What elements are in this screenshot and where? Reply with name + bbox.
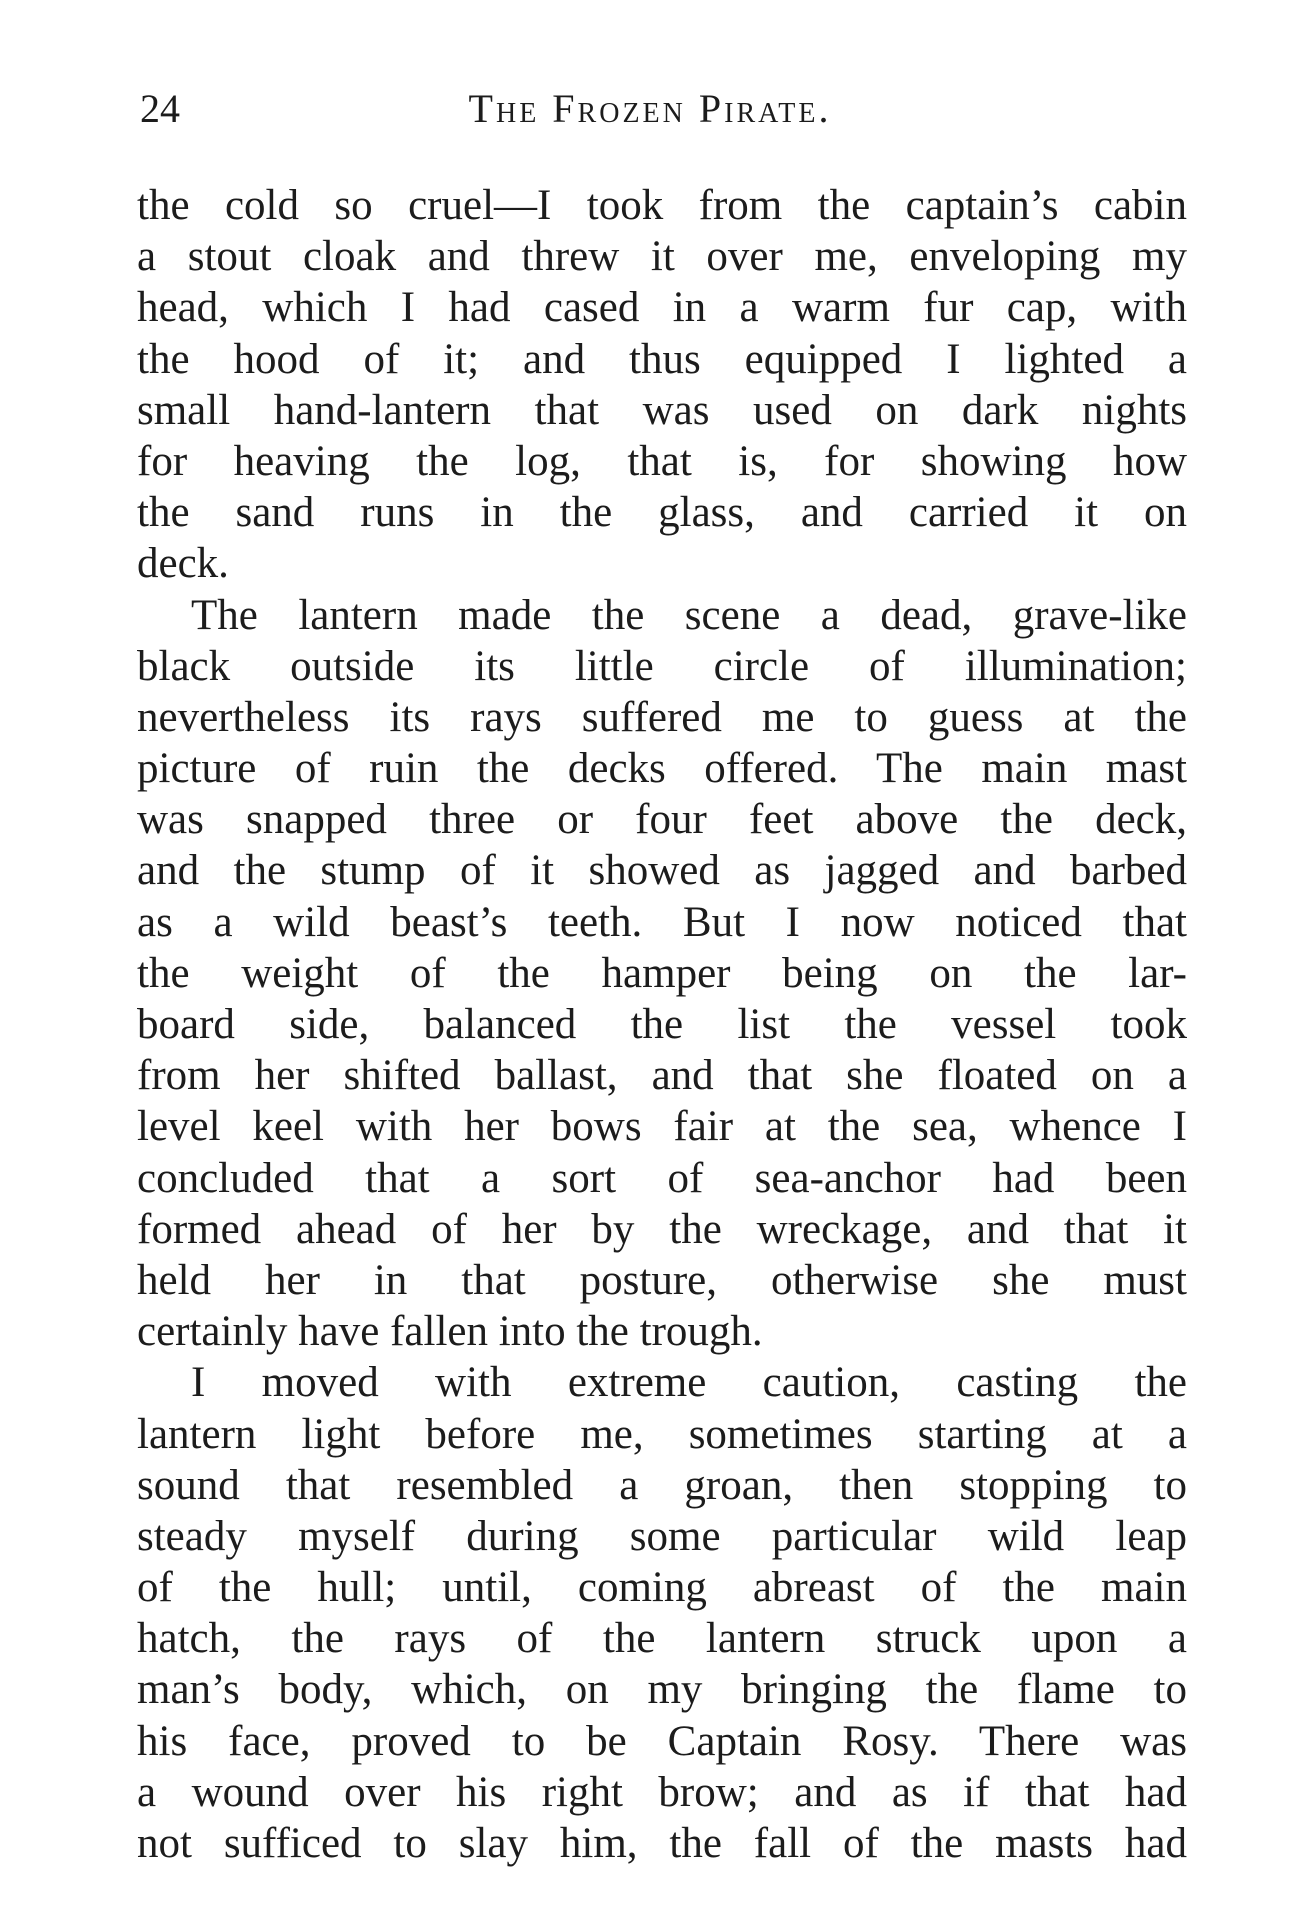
text-line: the sand runs in the glass, and carried it on (137, 489, 1187, 537)
text-line: formed ahead of her by the wreckage, and that it (137, 1205, 1187, 1253)
text-line: sound that resembled a groan, then stopping to (137, 1461, 1187, 1509)
text-line: picture of ruin the decks offered. The main mast (137, 745, 1187, 793)
text-line: small hand-lantern that was used on dark nights (137, 386, 1187, 434)
text-line: The lantern made the scene a dead, grave-like (191, 591, 1187, 639)
text-line: certainly have fallen into the trough. (137, 1308, 763, 1356)
text-line: black outside its little circle of illumination; (137, 642, 1187, 690)
page-number: 24 (140, 86, 180, 131)
text-line: the weight of the hamper being on the lar- (137, 949, 1187, 997)
text-line: of the hull; until, coming abreast of the main (137, 1564, 1187, 1612)
text-line: head, which I had cased in a warm fur cap, with (137, 284, 1187, 332)
text-line: deck. (137, 540, 229, 588)
text-line: I moved with extreme caution, casting the (191, 1359, 1187, 1407)
running-head: The Frozen Pirate. (468, 86, 832, 131)
text-line: lantern light before me, sometimes starting at a (137, 1410, 1187, 1458)
text-line: hatch, the rays of the lantern struck upon a (137, 1615, 1187, 1663)
text-line: board side, balanced the list the vessel took (137, 1001, 1187, 1048)
text-line: man’s body, which, on my bringing the flame to (137, 1666, 1187, 1714)
text-line: the hood of it; and thus equipped I lighted a (137, 335, 1187, 383)
text-line: not sufficed to slay him, the fall of the masts had (137, 1820, 1187, 1867)
text-line: concluded that a sort of sea-anchor had been (137, 1154, 1187, 1202)
body-text (137, 180, 1187, 1869)
text-line: from her shifted ballast, and that she floated on a (137, 1052, 1187, 1100)
text-line: steady myself during some particular wild leap (137, 1512, 1187, 1560)
text-line: and the stump of it showed as jagged and barbed (137, 847, 1187, 895)
text-line: the cold so cruel—I took from the captain’s cabin (137, 182, 1187, 229)
text-line: for heaving the log, that is, for showing how (137, 437, 1187, 485)
text-line: held her in that posture, otherwise she must (137, 1256, 1187, 1304)
text-line: as a wild beast’s teeth. But I now noticed that (137, 898, 1187, 946)
text-line: a wound over his right brow; and as if that had (137, 1768, 1187, 1816)
text-line: a stout cloak and threw it over me, enveloping my (137, 233, 1187, 281)
text-line: nevertheless its rays suffered me to guess at the (137, 693, 1187, 741)
text-line: his face, proved to be Captain Rosy. There was (137, 1717, 1187, 1765)
text-line: level keel with her bows fair at the sea, whence I (137, 1103, 1187, 1151)
text-line: was snapped three or four feet above the deck, (137, 796, 1187, 844)
